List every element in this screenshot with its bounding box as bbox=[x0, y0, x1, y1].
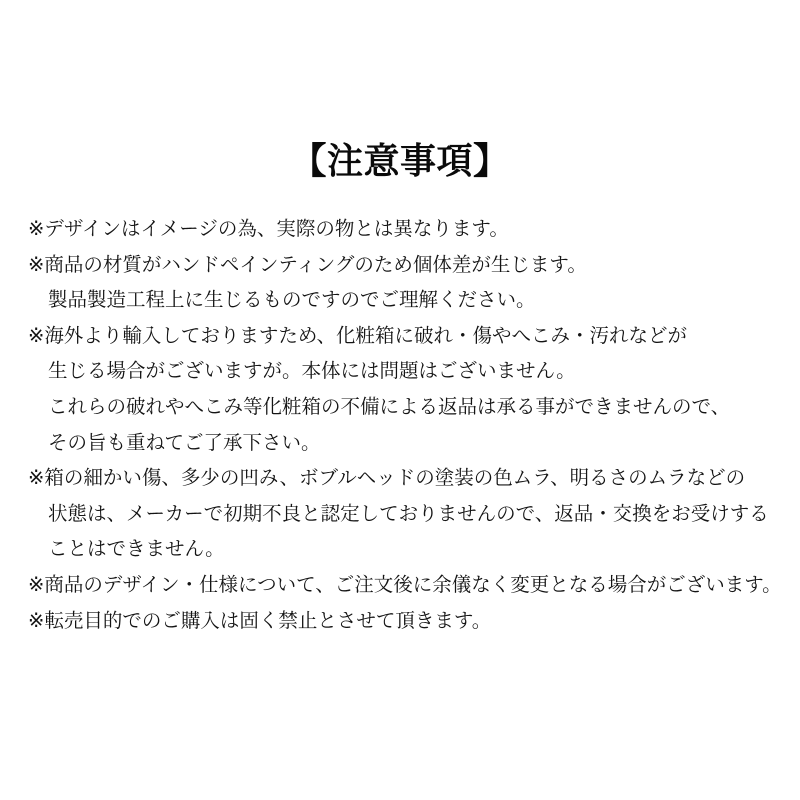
note-line: ※商品の材質がハンドペインティングのため個体差が生じます。 bbox=[28, 253, 587, 276]
note-line: ※商品のデザイン・仕様について、ご注文後に余儀なく変更となる場合がございます。 bbox=[28, 573, 782, 596]
note-line: ことはできません。 bbox=[48, 538, 225, 561]
page-title: 【注意事項】 bbox=[290, 140, 510, 181]
note-line: ※箱の細かい傷、多少の凹み、ボブルヘッドの塗装の色ムラ、明るさのムラなどの bbox=[28, 467, 746, 490]
note-line: ※転売目的でのご購入は固く禁止とさせて頂きます。 bbox=[28, 609, 492, 632]
note-line: これらの破れやへこみ等化粧箱の不備による返品は承る事ができませんので、 bbox=[48, 395, 731, 418]
note-line: 状態は、メーカーで初期不良と認定しておりませんので、返品・交換をお受けする bbox=[48, 502, 769, 525]
note-line: ※海外より輸入しておりますため、化粧箱に破れ・傷やへこみ・汚れなどが bbox=[28, 324, 688, 347]
note-line: 生じる場合がございますが。本体には問題はございません。 bbox=[48, 360, 576, 383]
note-line: ※デザインはイメージの為、実際の物とは異なります。 bbox=[28, 218, 509, 240]
note-line: その旨も重ねてご了承下さい。 bbox=[48, 431, 321, 454]
notes-section bbox=[28, 212, 790, 639]
note-line: 製品製造工程上に生じるものですのでご理解ください。 bbox=[48, 289, 536, 312]
